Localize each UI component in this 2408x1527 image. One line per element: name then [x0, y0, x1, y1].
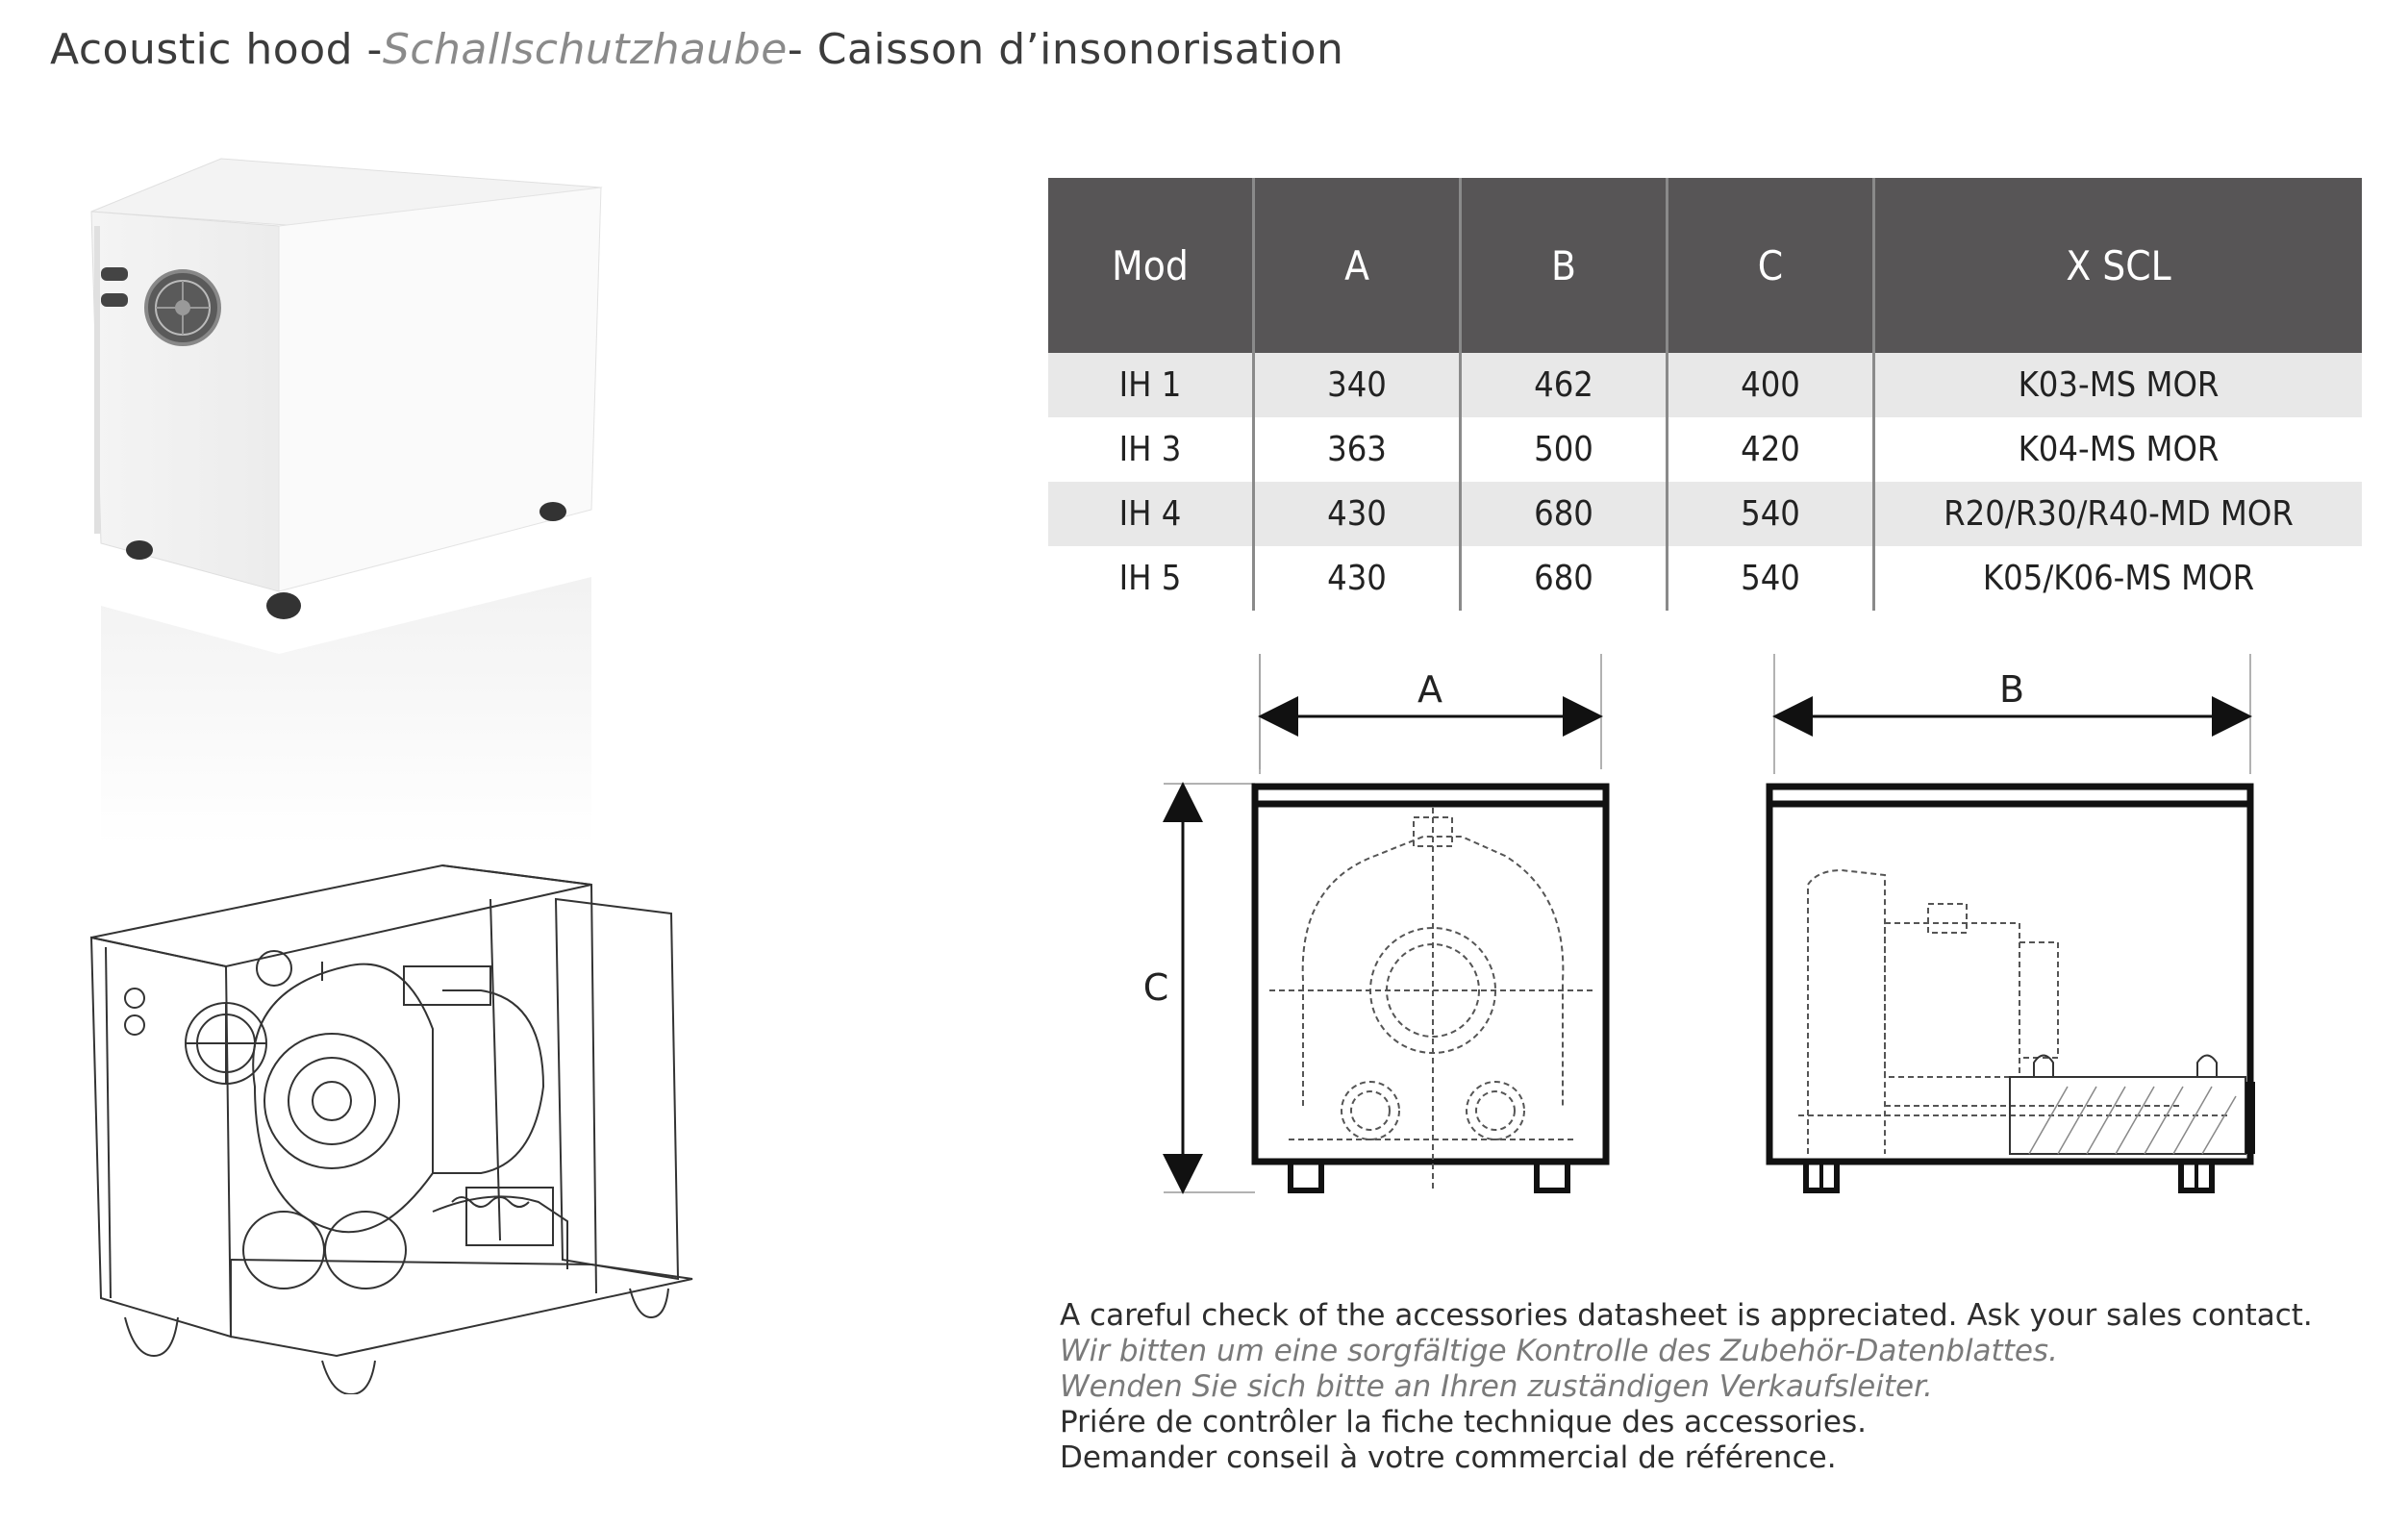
cell-b: 680: [1461, 482, 1668, 546]
cell-c: 420: [1668, 417, 1874, 482]
label-a: A: [1417, 668, 1442, 711]
table-header-row: [1048, 178, 2362, 353]
cell-b: 680: [1461, 546, 1668, 611]
cell-a: 430: [1254, 546, 1461, 611]
cell-x-scl: K03-MS MOR: [1874, 353, 2363, 417]
title-german: Schallschutzhaube: [382, 25, 788, 74]
label-c: C: [1142, 966, 1169, 1009]
side-view: [1769, 654, 2255, 1190]
header-x-scl: X SCL: [1874, 178, 2363, 353]
note-french-1: Priére de contrôler la fiche technique des accessories.: [1060, 1405, 1867, 1439]
cell-x-scl: K04-MS MOR: [1874, 417, 2363, 482]
cell-mod: IH 3: [1118, 430, 1182, 469]
cell-b: 462: [1461, 353, 1668, 417]
table-row: [1048, 546, 2362, 611]
cell-a: 363: [1254, 417, 1461, 482]
dimensions-table: [1048, 178, 2362, 611]
page-title: [50, 25, 1343, 74]
cell-x-scl: R20/R30/R40-MD MOR: [1874, 482, 2363, 546]
cell-mod: IH 4: [1048, 482, 1254, 546]
cell-b: 500: [1461, 417, 1668, 482]
cell-c: 400: [1668, 353, 1874, 417]
note-german-1: Wir bitten um eine sorgfältige Kontrolle des Zubehör-Datenblattes.: [1060, 1334, 2058, 1368]
title-english: Acoustic hood -: [50, 25, 383, 74]
table-row: [1048, 482, 2362, 546]
cell-a: 340: [1254, 353, 1461, 417]
cell-c: 540: [1668, 546, 1874, 611]
open-hood-line-drawing: [87, 856, 712, 1394]
table-row: [1048, 417, 2362, 482]
header-c: C: [1668, 178, 1874, 353]
header-mod: Mod: [1048, 178, 1254, 353]
header-b: B: [1461, 178, 1668, 353]
cell-mod: IH 1: [1048, 353, 1254, 417]
product-photo-closed-hood: [67, 154, 615, 846]
cell-c: 540: [1668, 482, 1874, 546]
cell-x-scl: K05/K06-MS MOR: [1874, 546, 2363, 611]
front-view: [1143, 654, 1606, 1192]
note-german-2: Wenden Sie sich bitte an Ihren zuständigen Verkaufsleiter.: [1060, 1369, 1933, 1404]
dimension-diagram: [1135, 654, 2289, 1231]
cell-mod: IH 5: [1118, 559, 1182, 598]
title-french: - Caisson d’insonorisation: [787, 25, 1344, 74]
table-row: [1048, 353, 2362, 417]
accessories-note: [1060, 1298, 2313, 1476]
cell-a: 430: [1254, 482, 1461, 546]
note-french-2: Demander conseil à votre commercial de référence.: [1060, 1440, 1837, 1475]
note-english: A careful check of the accessories datasheet is appreciated. Ask your sales contact.: [1060, 1298, 2313, 1333]
label-b: B: [1998, 668, 2025, 711]
header-a: A: [1254, 178, 1461, 353]
